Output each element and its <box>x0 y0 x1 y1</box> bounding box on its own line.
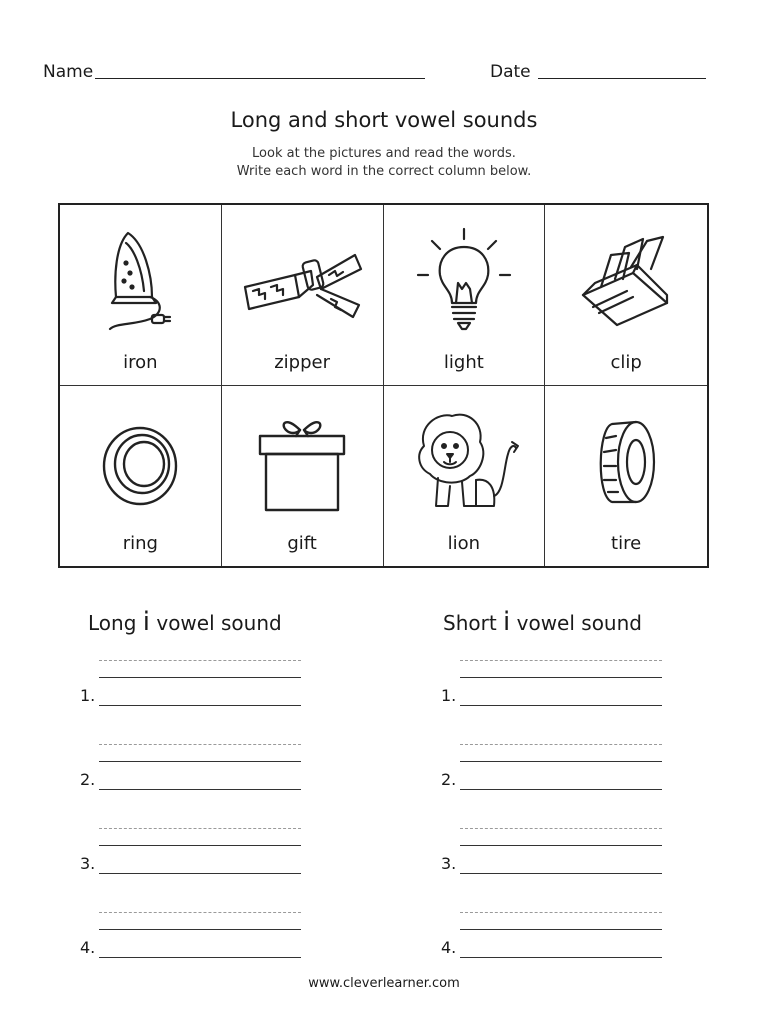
long-top-line-3 <box>99 845 301 846</box>
short-number-2: 2. <box>441 770 457 789</box>
short-dash-line-4 <box>460 912 662 913</box>
footer-url: www.cleverlearner.com <box>308 976 460 991</box>
short-dash-line-3 <box>460 828 662 829</box>
short-number-3: 3. <box>441 854 457 873</box>
short-answer-line-3[interactable] <box>460 873 662 874</box>
picture-cell-ring <box>60 386 222 567</box>
long-vowel-heading: Long i vowel sound <box>88 607 282 637</box>
short-answer-line-4[interactable] <box>460 957 662 958</box>
picture-word-iron: iron <box>123 351 158 373</box>
picture-word-clip: clip <box>610 351 642 373</box>
instruction-line-2: Write each word in the correct column below. <box>236 164 532 179</box>
picture-word-zipper: zipper <box>274 351 331 373</box>
gift-icon <box>252 406 352 516</box>
picture-word-gift: gift <box>287 533 317 554</box>
long-top-line-4 <box>99 929 301 930</box>
long-dash-line-2 <box>99 744 301 745</box>
short-dash-line-1 <box>460 660 662 661</box>
long-answer-line-3[interactable] <box>99 873 301 874</box>
picture-word-ring: ring <box>122 533 158 554</box>
page-title: Long and short vowel sounds <box>230 108 538 132</box>
short-dash-line-2 <box>460 744 662 745</box>
short-number-1: 1. <box>441 686 457 705</box>
short-top-line-2 <box>460 761 662 762</box>
short-number-4: 4. <box>441 938 457 957</box>
picture-cell-iron <box>60 205 222 386</box>
long-number-1: 1. <box>80 686 96 705</box>
picture-word-light: light <box>443 351 484 373</box>
long-number-2: 2. <box>80 770 96 789</box>
picture-cell-tire <box>545 386 707 567</box>
short-vowel-heading: Short i vowel sound <box>443 607 642 637</box>
picture-cell-zipper <box>222 205 384 386</box>
picture-cell-lion <box>384 386 546 567</box>
tire-icon <box>576 406 676 516</box>
ring-icon <box>90 406 190 516</box>
picture-cell-light <box>384 205 546 386</box>
long-top-line-1 <box>99 677 301 678</box>
instruction-line-1: Look at the pictures and read the words. <box>252 146 516 161</box>
picture-word-tire: tire <box>611 533 642 554</box>
long-dash-line-1 <box>99 660 301 661</box>
short-top-line-3 <box>460 845 662 846</box>
picture-grid <box>58 203 709 568</box>
long-number-3: 3. <box>80 854 96 873</box>
short-answer-line-1[interactable] <box>460 705 662 706</box>
zipper-icon <box>237 225 367 335</box>
long-answer-line-1[interactable] <box>99 705 301 706</box>
date-label: Date <box>490 62 531 82</box>
picture-cell-gift <box>222 386 384 567</box>
long-answer-line-2[interactable] <box>99 789 301 790</box>
short-top-line-4 <box>460 929 662 930</box>
name-line[interactable] <box>95 78 425 79</box>
short-answer-line-2[interactable] <box>460 789 662 790</box>
long-number-4: 4. <box>80 938 96 957</box>
short-top-line-1 <box>460 677 662 678</box>
name-label: Name <box>43 62 94 82</box>
date-line[interactable] <box>538 78 706 79</box>
lion-icon <box>404 406 524 521</box>
long-top-line-2 <box>99 761 301 762</box>
light-bulb-icon <box>404 225 524 340</box>
binder-clip-icon <box>571 225 681 335</box>
picture-cell-clip <box>545 205 707 386</box>
picture-word-lion: lion <box>447 533 481 554</box>
iron-icon <box>90 225 190 335</box>
long-answer-line-4[interactable] <box>99 957 301 958</box>
long-dash-line-3 <box>99 828 301 829</box>
long-dash-line-4 <box>99 912 301 913</box>
